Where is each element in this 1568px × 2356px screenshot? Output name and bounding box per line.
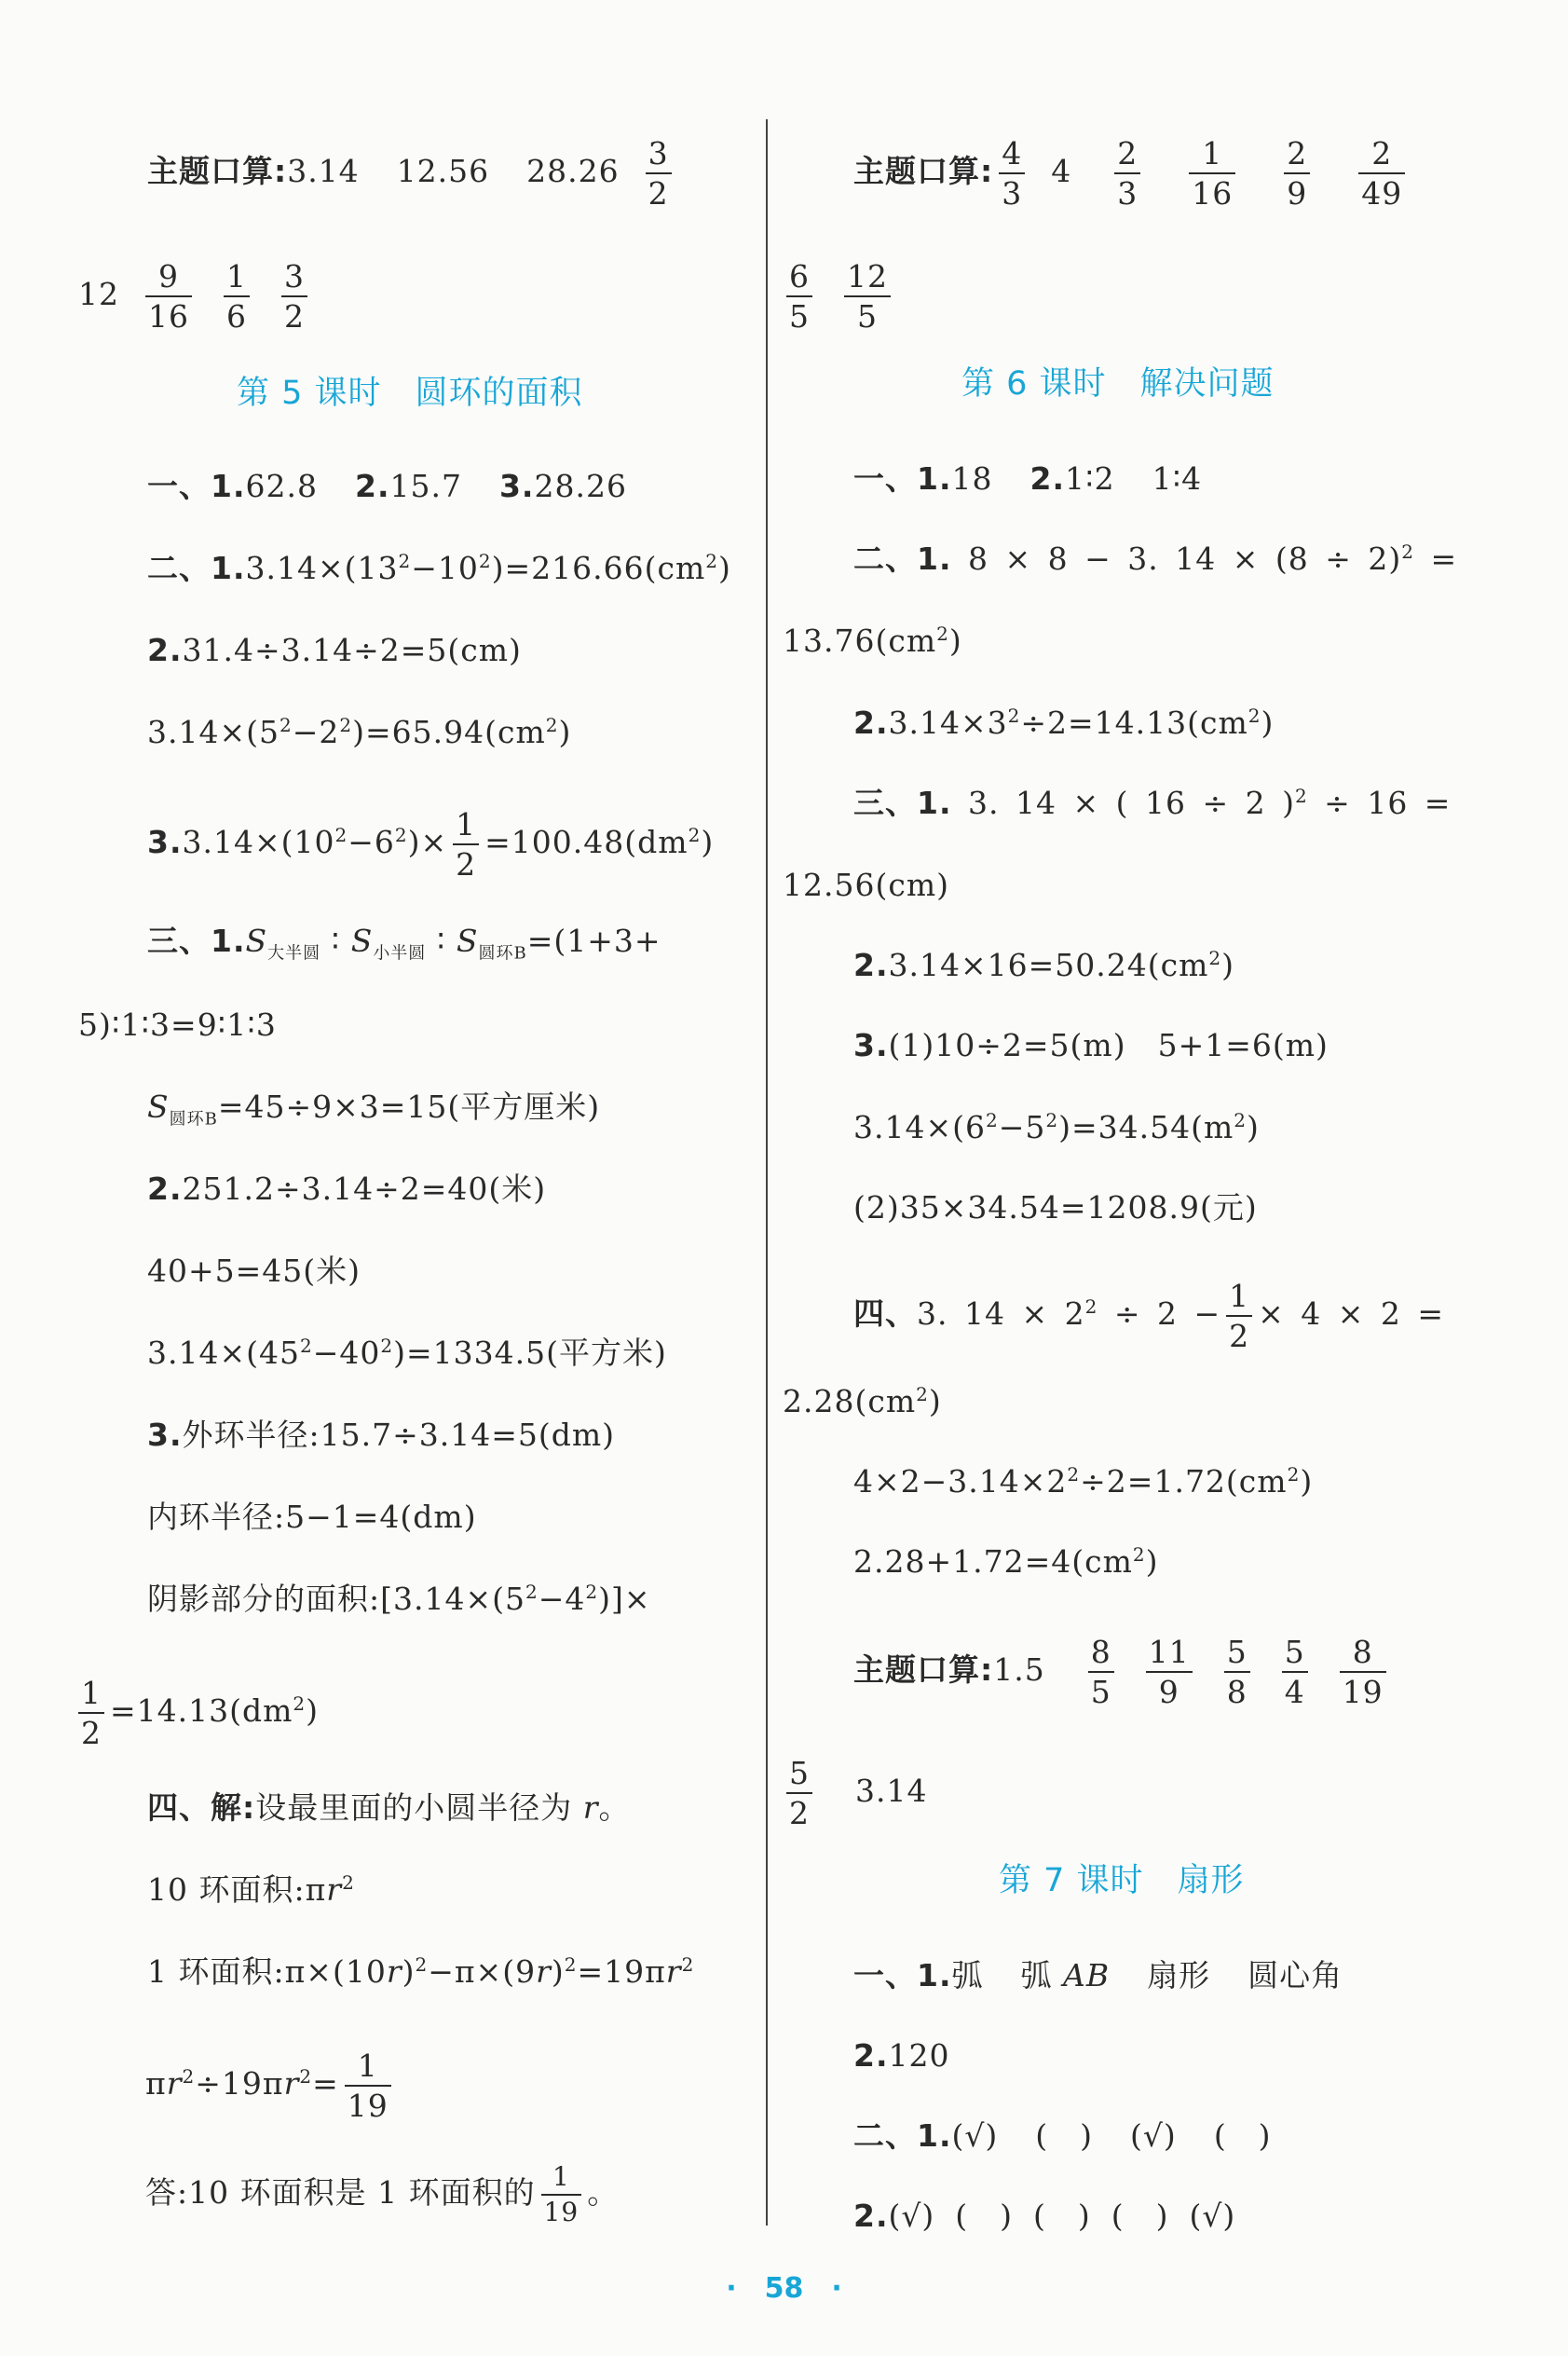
left-s2-line3: $3.14\times(5^2-2^2)=65.94(cm^2)$ [147, 714, 572, 750]
left-s4-line3: 1 环面积$:\pi\times(10r)^2-\pi\times(9r)^2=19\pi r^2$ [147, 1953, 695, 1990]
right-s7-line1: 一、1.弧 弧 AB 扇形 圆心角 [853, 1957, 1343, 1993]
left-s3-line9: 阴影部分的面积$:[3.14\times(5^2-4^2)]\times$ [147, 1581, 651, 1617]
fraction: $\frac{11}{9}$ [1146, 1637, 1193, 1707]
fraction: $\frac{8}{19}$ [1340, 1637, 1386, 1707]
right-s1-line: 一、1.18 2.1∶2 1∶4 [853, 460, 1203, 497]
fraction: $\frac{9}{16}$ [145, 261, 192, 332]
lesson-5-heading: 第 5 课时 圆环的面积 [237, 375, 583, 412]
left-s3-line7: 3.外环半径:15.7÷3.14=5(dm) [147, 1417, 616, 1453]
fraction: $\frac{1}{2}$ [78, 1678, 104, 1748]
right-s4-line3: $4\times 2-3.14\times 2^2\div 2=1.72(cm^2)$ [853, 1463, 1314, 1500]
left-s3-line10: $\frac{1}{2}$ $=14.13(dm^2)$ [73, 1678, 319, 1748]
left-s2-line2: 2.31.4÷3.14÷2=5(cm) [147, 632, 522, 668]
fraction: $\frac{12}{5}$ [844, 261, 891, 332]
fraction: $\frac{1}{19}$ [345, 2050, 391, 2121]
fraction: $\frac{3}{2}$ [646, 138, 672, 209]
right-s2-line3: $2.3.14\times 3^2\div 2=14.13(cm^2)$ [853, 705, 1275, 741]
lesson-6-heading: 第 6 课时 解决问题 [961, 365, 1275, 403]
right-s7-line2: 2.120 [853, 2037, 950, 2074]
fraction: $\frac{4}{3}$ [999, 138, 1025, 209]
column-divider [766, 119, 768, 2226]
right-s3-line3: $2.3.14\times 16=50.24(cm^2)$ [853, 947, 1234, 983]
right-s4-line4: $2.28+1.72=4(cm^2)$ [853, 1543, 1159, 1580]
fraction: $\frac{3}{2}$ [281, 261, 307, 332]
fraction: $\frac{8}{5}$ [1088, 1637, 1114, 1707]
fraction: $\frac{1}{6}$ [224, 261, 250, 332]
right-s3-line2: 12.56(cm) [783, 867, 949, 903]
page-number: · 58 · [726, 2272, 842, 2305]
left-s3-line1: 三、$1.S_{大半圆}$ ∶ $S_{小半圆}$ ∶ $S_{圆环B}=(1+3+$ [147, 923, 661, 964]
right-kousuan2-line2: $\frac{5}{2}$ 3.14 [781, 1758, 927, 1829]
left-s2-line4: $3.3.14\times(10^2-6^2)\times$ $\frac{1}{2}$ $=100.48(dm^2)$ [147, 806, 715, 883]
right-s3-line1: 三、1. 3. 14 × ( 16 ÷ 2 )$^2$ ÷ 16 = [853, 785, 1452, 821]
fraction: $\frac{6}{5}$ [786, 261, 812, 332]
left-s4-line1: 四、解:设最里面的小圆半径为 r。 [147, 1789, 631, 1826]
right-s3-line5: $3.14\times(6^2-5^2)=34.54(m^2)$ [853, 1109, 1260, 1145]
left-s3-line6: $3.14\times(45^2-40^2)=1334.5$(平方米) [147, 1335, 667, 1371]
right-kousuan2-line1: 主题口算:1.5 $\frac{8}{5}$ $\frac{11}{9}$ $\frac{5}{8}$ $\frac{5}{4}$ $\frac{8}{19}$ [853, 1637, 1392, 1707]
fraction: $\frac{1}{19}$ [541, 2164, 582, 2226]
right-s4-line1: 四、3. $14 \times 2^2 \div 2$ − $\frac{1}{2}$ × 4 × 2 = [853, 1278, 1444, 1354]
fraction: $\frac{2}{9}$ [1284, 138, 1310, 209]
left-s1-line: 一、1.62.8 2.15.7 3.28.26 [147, 468, 627, 504]
kousuan-label: 主题口算: [147, 153, 288, 189]
fraction: $\frac{5}{2}$ [786, 1758, 812, 1829]
left-s3-line2: 5)∶1∶3=9∶1∶3 [78, 1007, 277, 1043]
right-s2-line2: $13.76(cm^2)$ [783, 623, 962, 659]
left-s3-line3: $S_{圆环B}=45\div 9\times 3=15$(平方厘米) [147, 1089, 601, 1130]
fraction: $\frac{1}{2}$ [453, 809, 479, 880]
right-kousuan1-line1: 主题口算: $\frac{4}{3}$ 4 $\frac{2}{3}$ $\frac{1}{16}$ $\frac{2}{9}$ $\frac{2}{49}$ [853, 138, 1411, 209]
fraction: $\frac{5}{8}$ [1224, 1637, 1250, 1707]
fraction: $\frac{1}{16}$ [1189, 138, 1235, 209]
right-s3-line6: (2)35×34.54=1208.9(元) [853, 1189, 1258, 1226]
fraction: $\frac{2}{3}$ [1114, 138, 1140, 209]
fraction: $\frac{2}{49}$ [1358, 138, 1405, 209]
left-kousuan-line2: 12 $\frac{9}{16}$ $\frac{1}{6}$ $\frac{3}{2}$ [78, 261, 313, 332]
left-s3-line5: 40+5=45(米) [147, 1253, 361, 1289]
right-s2-line1: 二、1. 8 × 8 − 3. $14 \times (8 \div 2)^2$ = [853, 541, 1458, 577]
fraction: $\frac{1}{2}$ [1226, 1281, 1252, 1351]
fraction: $\frac{5}{4}$ [1282, 1637, 1308, 1707]
right-s3-line4: 3.(1)10÷2=5(m) 5+1=6(m) [853, 1027, 1329, 1063]
left-s3-line4: 2.251.2÷3.14÷2=40(米) [147, 1171, 547, 1207]
left-s3-line8: 内环半径:5−1=4(dm) [147, 1499, 477, 1535]
right-s7-line3: 二、1.(√) ( ) (√) ( ) [853, 2117, 1272, 2154]
left-s4-line2: 10 环面积$:\pi r^2$ [147, 1871, 355, 1908]
left-s2-line1: 二、$1.3.14\times(13^2-10^2)=216.66(cm^2)$ [147, 550, 731, 586]
left-kousuan-line1: 主题口算:3.14 12.56 28.26 $\frac{3}{2}$ [147, 138, 677, 209]
left-s4-answer: 答:10 环面积是 1 环面积的 $\frac{1}{19}$ 。 [145, 2161, 620, 2227]
right-s4-line2: $2.28(cm^2)$ [783, 1383, 942, 1419]
right-s7-line4: 2.(√) ( ) ( ) ( ) (√) [853, 2198, 1236, 2234]
right-kousuan1-line2 [781, 258, 896, 335]
lesson-7-heading: 第 7 课时 扇形 [999, 1862, 1245, 1899]
left-s4-line4: $\pi r^2\div 19\pi r^2=$ $\frac{1}{19}$ [145, 2050, 397, 2121]
